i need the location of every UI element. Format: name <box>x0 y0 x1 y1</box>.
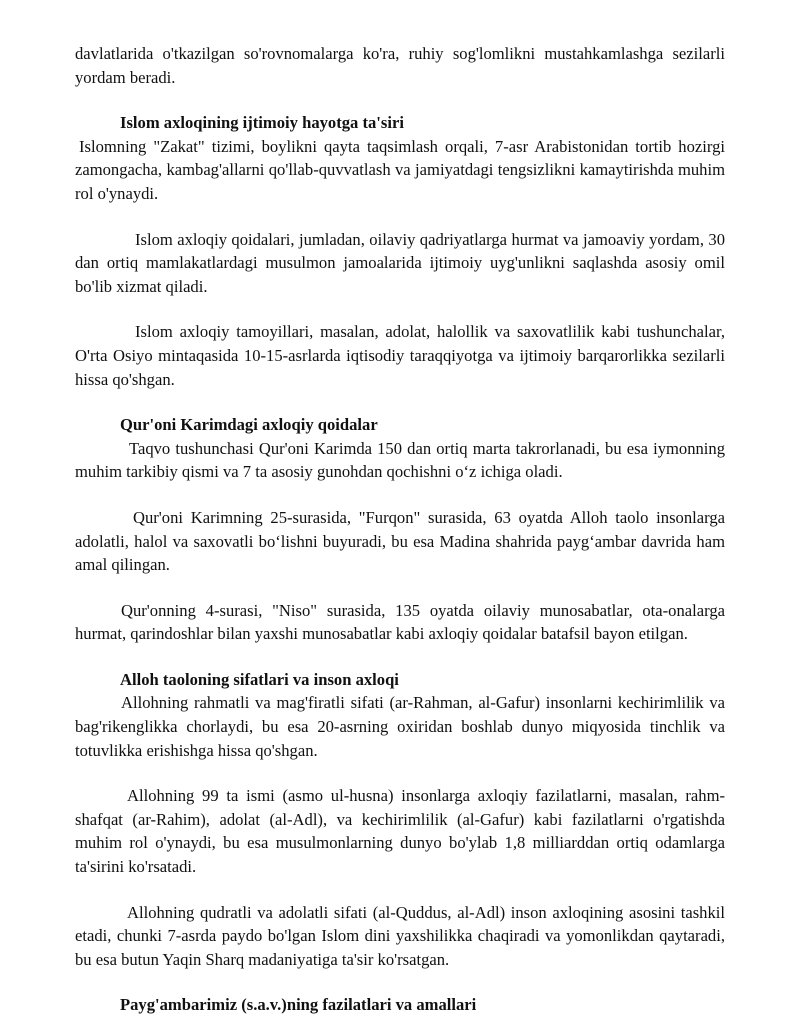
paragraph-gap <box>75 391 725 413</box>
paragraph-mercy: Allohning rahmatli va mag'firatli sifati (ar-Rahman, al-Gafur) insonlarni kechirimlilik va bag'rikenglikka chorlaydi, bu esa 20-asrning oxiridan boshlab dunyo miqyosida tinchlik va totuvlikka erishishga hissa qo'shgan. <box>75 693 725 760</box>
paragraph-gap <box>75 762 725 784</box>
paragraph-furqon: Qur'oni Karimning 25-surasida, "Furqon" surasida, 63 oyatda Alloh taolo insonlarga adolatli, halol va saxovatli bo‘lishni buyuradi, bu esa Madina shahrida payg‘ambar davrida ham amal qilingan. <box>75 507 725 575</box>
section-heading-quran-rules: Qur'oni Karimdagi axloqiy qoidalar <box>120 415 378 435</box>
paragraph-gap <box>75 484 725 506</box>
paragraph-gap <box>75 298 725 320</box>
paragraph-taqwa: Taqvo tushunchasi Qur'oni Karimda 150 dan ortiq marta takrorlanadi, bu esa iymonning muhim tarkibiy qismi va 7 ta asosiy gunohdan qochishni o‘z ichiga oladi. <box>75 438 725 482</box>
paragraph-justice: Allohning qudratli va adolatli sifati (al-Quddus, al-Adl) inson axloqining asosini tashkil etadi, chunki 7-asrda paydo bo'lgan Islom dini yaxshilikka chaqiradi va yomonlikdan qaytaradi, bu esa butun Yaqin Sharq madaniyatiga ta'sir ko'rsatgan. <box>75 902 725 969</box>
section-heading-attributes: Alloh taoloning sifatlari va inson axloqi <box>120 669 399 689</box>
section-heading-prophet: Payg'ambarimiz (s.a.v.)ning fazilatlari va amallari <box>120 995 477 1015</box>
paragraph-99-names: Allohning 99 ta ismi (asmo ul-husna) insonlarga axloqiy fazilatlarni, masalan, rahm-shafqat (ar-Rahim), adolat (al-Adl), va kechirimlilik (al-Gafur) kabi fazilatlarni o'rgatishda muhim rol o'ynaydi, bu esa musulmonlarning dunyo bo'ylab 1,8 milliarddan ortiq odamlarga ta'sirini ko'rsatadi. <box>75 786 725 877</box>
paragraph-gap <box>75 646 725 668</box>
paragraph-gap <box>75 577 725 599</box>
paragraph-gap <box>75 879 725 901</box>
document-page <box>75 42 725 1017</box>
paragraph-gap <box>75 89 725 111</box>
paragraph-gap <box>75 971 725 993</box>
paragraph-family-values: Islom axloqiy qoidalari, jumladan, oilaviy qadriyatlarga hurmat va jamoaviy yordam, 30 dan ortiq mamlakatlardagi musulmon jamoalarida ijtimoiy uyg'unlikni saqlashda asosiy omil bo'lib xizmat qiladi. <box>75 229 725 296</box>
paragraph-zakat: Islomning "Zakat" tizimi, boylikni qayta taqsimlash orqali, 7-asr Arabistonidan tortib hozirgi zamongacha, kambag'allarni qo'llab-quvvatlash va jamiyatdagi tengsizlikni kamaytirishda muhim rol o'ynaydi. <box>75 136 725 203</box>
intro-paragraph: davlatlarida o'tkazilgan so'rovnomalarga ko'ra, ruhiy sog'lomlikni mustahkamlashga sezilarli yordam beradi. <box>75 44 725 87</box>
paragraph-principles: Islom axloqiy tamoyillari, masalan, adolat, halollik va saxovatlilik kabi tushunchalar, O'rta Osiyo mintaqasida 10-15-asrlarda iqtisodiy taraqqiyotga va ijtimoiy barqarorlikka sezilarli hissa qo'shgan. <box>75 322 725 389</box>
section-heading-social-impact: Islom axloqining ijtimoiy hayotga ta'siri <box>120 113 404 133</box>
paragraph-niso: Qur'onning 4-surasi, "Niso" surasida, 135 oyatda oilaviy munosabatlar, ota-onalarga hurmat, qarindoshlar bilan yaxshi munosabatlar kabi axloqiy qoidalar batafsil bayon etilgan. <box>75 600 725 644</box>
paragraph-gap <box>75 206 725 228</box>
